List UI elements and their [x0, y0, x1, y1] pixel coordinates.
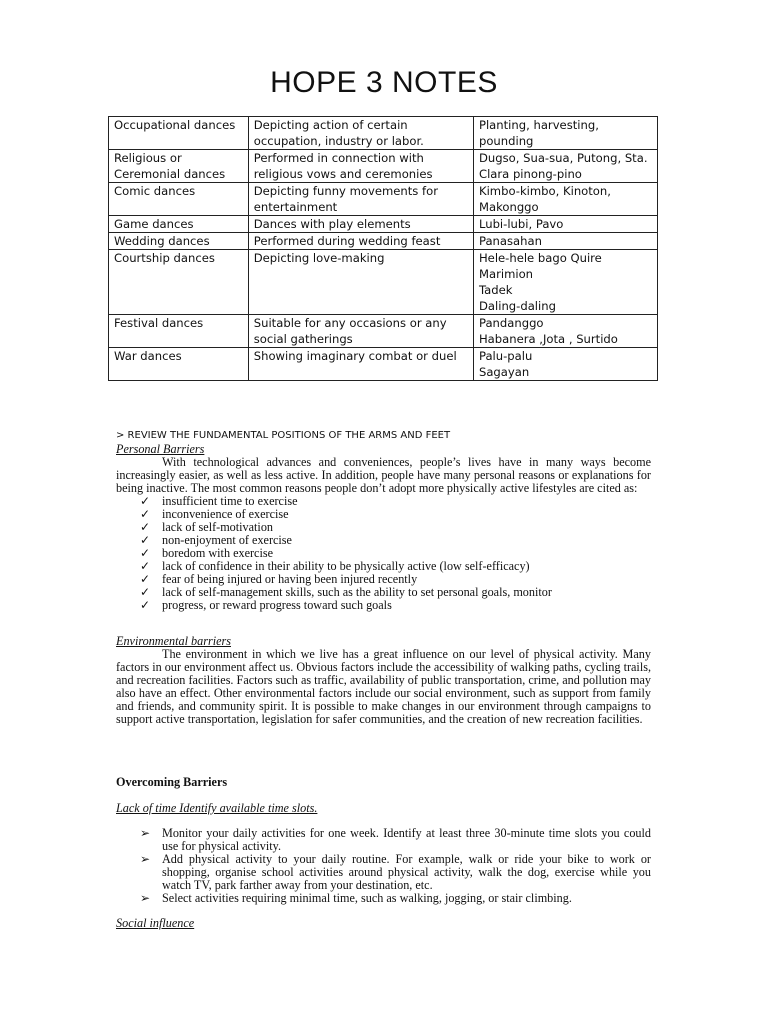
- list-item-text: progress, or reward progress toward such goals: [162, 598, 392, 612]
- checkmark-icon: ✓: [140, 546, 151, 560]
- description-cell: Performed during wedding feast: [248, 233, 473, 250]
- list-item-text: Monitor your daily activities for one week. Identify at least three 30-minute time slots you could use for physical activity.: [162, 826, 651, 853]
- checkmark-icon: ✓: [140, 572, 151, 586]
- examples-cell: Dugso, Sua-sua, Putong, Sta. Clara pinong-pino: [473, 150, 657, 183]
- list-item-text: Select activities requiring minimal time, such as walking, jogging, or stair climbing.: [162, 891, 572, 905]
- arrow-bullet-icon: ➢: [140, 826, 151, 840]
- overcoming-barriers-heading: Overcoming Barriers: [116, 775, 228, 789]
- personal-barriers-list: [116, 495, 651, 612]
- list-item-text: lack of confidence in their ability to be physically active (low self-efficacy): [162, 559, 530, 573]
- lack-of-time-heading: Lack of time Identify available time slots.: [116, 801, 318, 815]
- checkmark-icon: ✓: [140, 520, 151, 534]
- table-row: [109, 117, 658, 150]
- table-row: [109, 250, 658, 315]
- checkmark-icon: ✓: [140, 507, 151, 521]
- list-item-text: boredom with exercise: [162, 546, 274, 560]
- list-item: [140, 827, 651, 853]
- description-cell: Depicting funny movements for entertainment: [248, 183, 473, 216]
- dance-type-cell: Game dances: [109, 216, 249, 233]
- description-cell: Dances with play elements: [248, 216, 473, 233]
- table-row: [109, 150, 658, 183]
- dance-types-table: [108, 116, 658, 381]
- social-influence-heading: Social influence: [116, 916, 195, 930]
- examples-cell: Pandanggo Habanera ,Jota , Surtido: [473, 315, 657, 348]
- checkmark-icon: ✓: [140, 494, 151, 508]
- list-item-text: fear of being injured or having been injured recently: [162, 572, 418, 586]
- checkmark-icon: ✓: [140, 585, 151, 599]
- examples-cell: Lubi-lubi, Pavo: [473, 216, 657, 233]
- list-item: [140, 853, 651, 892]
- table-row: [109, 233, 658, 250]
- personal-barriers-paragraph: With technological advances and conveniences, people’s lives have in many ways become increasingly easier, as well as less active. In addition, people have many personal reasons or explanations for being inactive. The most common reasons people don’t adopt more physically active lifestyles are cited as:: [116, 455, 651, 495]
- table-row: [109, 315, 658, 348]
- examples-cell: Hele-hele bago Quire Marimion Tadek Daling-daling: [473, 250, 657, 315]
- overcoming-barriers-list: [116, 827, 651, 905]
- personal-barriers-heading: Personal Barriers: [116, 442, 205, 456]
- dance-type-cell: Festival dances: [109, 315, 249, 348]
- dance-type-cell: Religious or Ceremonial dances: [109, 150, 249, 183]
- dance-type-cell: Wedding dances: [109, 233, 249, 250]
- environmental-barriers-heading: Environmental barriers: [116, 634, 231, 648]
- list-item: [140, 599, 651, 612]
- arrow-bullet-icon: ➢: [140, 852, 151, 866]
- checkmark-icon: ✓: [140, 559, 151, 573]
- arrow-bullet-icon: ➢: [140, 891, 151, 905]
- examples-cell: Planting, harvesting, pounding: [473, 117, 657, 150]
- list-item: [140, 892, 651, 905]
- table-row: [109, 348, 658, 381]
- dance-type-cell: War dances: [109, 348, 249, 381]
- dance-type-cell: Occupational dances: [109, 117, 249, 150]
- description-cell: Depicting action of certain occupation, industry or labor.: [248, 117, 473, 150]
- examples-cell: Kimbo-kimbo, Kinoton, Makonggo: [473, 183, 657, 216]
- list-item-text: inconvenience of exercise: [162, 507, 289, 521]
- review-line: > REVIEW THE FUNDAMENTAL POSITIONS OF THE ARMS AND FEET: [116, 430, 451, 441]
- dance-type-cell: Courtship dances: [109, 250, 249, 315]
- description-cell: Suitable for any occasions or any social gatherings: [248, 315, 473, 348]
- description-cell: Showing imaginary combat or duel: [248, 348, 473, 381]
- examples-cell: Panasahan: [473, 233, 657, 250]
- table-row: [109, 183, 658, 216]
- checkmark-icon: ✓: [140, 533, 151, 547]
- environmental-barriers-section: [116, 635, 651, 726]
- description-cell: Depicting love-making: [248, 250, 473, 315]
- list-item-text: lack of self-management skills, such as the ability to set personal goals, monitor: [162, 585, 552, 599]
- list-item-text: lack of self-motivation: [162, 520, 274, 534]
- table-row: [109, 216, 658, 233]
- list-item-text: non-enjoyment of exercise: [162, 533, 292, 547]
- description-cell: Performed in connection with religious vows and ceremonies: [248, 150, 473, 183]
- environmental-barriers-paragraph: The environment in which we live has a great influence on our level of physical activity. Many factors in our environment affect us. Obvious factors include the accessibility of walking paths, cycling trails, and recreation facilities. Factors such as traffic, availability of public transportation, crime, and pollution may also have an effect. Other environmental factors include our social environment, such as support from family and friends, and community spirit. It is possible to make changes in our environment through campaigns to support active transportation, legislation for safer communities, and the creation of new recreation facilities.: [116, 647, 651, 726]
- page-title: HOPE 3 NOTES: [270, 66, 498, 99]
- list-item-text: Add physical activity to your daily routine. For example, walk or ride your bike to work or shopping, organise school activities around physical activity, walk the dog, exercise while you watch TV, park farther away from your destination, etc.: [162, 852, 651, 892]
- dance-type-cell: Comic dances: [109, 183, 249, 216]
- checkmark-icon: ✓: [140, 598, 151, 612]
- personal-barriers-section: [116, 443, 651, 612]
- list-item-text: insufficient time to exercise: [162, 494, 298, 508]
- examples-cell: Palu-palu Sagayan: [473, 348, 657, 381]
- overcoming-barriers-list-wrap: [116, 827, 651, 905]
